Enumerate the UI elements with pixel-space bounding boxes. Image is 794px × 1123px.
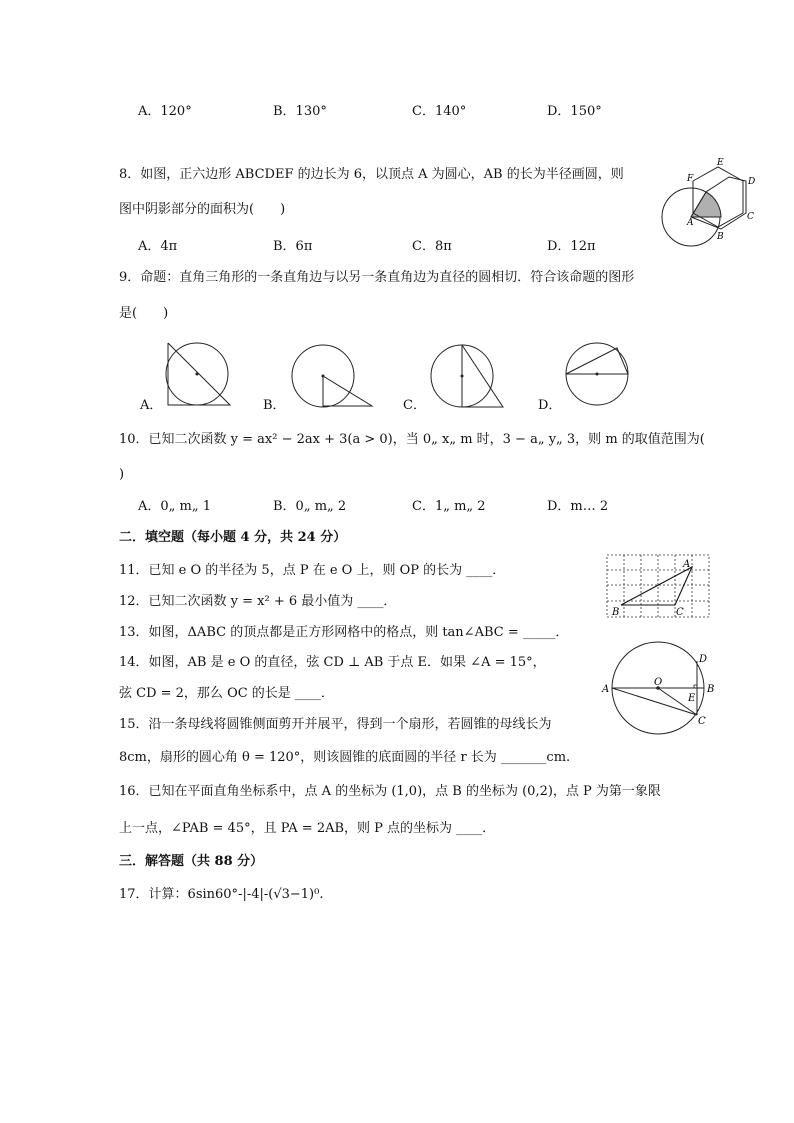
q15-line-2: 8cm，扇形的圆心角 θ = 120°，则该圆锥的底面圆的半径 r 长为 _______cm. bbox=[119, 750, 571, 765]
q9-option-d: D． bbox=[538, 398, 562, 413]
triangle-abc bbox=[621, 567, 692, 605]
q10-line-1: 10．已知二次函数 y = ax² − 2ax + 3(a > 0)，当 0„ x„ m 时，3 − a„ y„ 3，则 m 的取值范围为( bbox=[119, 432, 705, 447]
q9-option-a: A． bbox=[140, 398, 163, 413]
q8-option-d: D．12π bbox=[547, 239, 596, 254]
q8-line-1: 8．如图，正六边形 ABCDEF 的边长为 6，以顶点 A 为圆心，AB 的长为半径画圆，则 bbox=[119, 167, 624, 182]
q8-option-a: A．4π bbox=[138, 239, 178, 254]
q8-label-e: E bbox=[717, 158, 724, 168]
q10-line-2: ) bbox=[119, 467, 125, 482]
q8-option-b: B．6π bbox=[273, 239, 313, 254]
q9-line-1: 9．命题：直角三角形的一条直角边与以另一条直角边为直径的圆相切．符合该命题的图形 bbox=[119, 270, 635, 285]
section-3-heading: 三．解答题（共 88 分） bbox=[119, 854, 264, 869]
hexagon bbox=[691, 177, 746, 229]
q10-option-c: C．1„ m„ 2 bbox=[412, 499, 486, 514]
q14-line-1: 14．如图，AB 是 e O 的直径，弦 CD ⊥ AB 于点 E．如果 ∠A = 15°， bbox=[119, 655, 546, 670]
q13-label-a: A bbox=[683, 559, 691, 570]
q14-line-2: 弦 CD = 2，那么 OC 的长是 ____． bbox=[119, 686, 334, 701]
circle-figure bbox=[598, 640, 718, 740]
q13-text: 13．如图，ΔABC 的顶点都是正方形网格中的格点，则 tan∠ABC = _____． bbox=[119, 625, 569, 640]
q7-option-b: B．130° bbox=[273, 104, 327, 119]
q12-text: 12．已知二次函数 y = x² + 6 最小值为 ____． bbox=[119, 594, 397, 609]
q14-label-a: A bbox=[602, 684, 610, 695]
q14-label-e: E bbox=[688, 693, 696, 704]
grid-figure bbox=[605, 553, 711, 619]
q16-line-2: 上一点，∠PAB = 45°，且 PA = 2AB，则 P 点的坐标为 ____． bbox=[119, 821, 496, 836]
q8-option-c: C．8π bbox=[412, 239, 452, 254]
q9-figure-c bbox=[428, 341, 508, 409]
q7-option-d: D．150° bbox=[547, 104, 602, 119]
q9-figure-a bbox=[160, 340, 240, 410]
q14-label-d: D bbox=[699, 654, 708, 665]
section-2-heading: 二．填空题（每小题 4 分，共 24 分） bbox=[119, 530, 347, 545]
q14-label-c: C bbox=[698, 716, 706, 727]
q8-label-f: F bbox=[687, 174, 694, 184]
q8-label-d: D bbox=[748, 177, 756, 187]
q14-label-b: B bbox=[707, 684, 715, 695]
q14-label-o: O bbox=[654, 677, 663, 688]
q9-line-2: 是( ) bbox=[119, 306, 169, 321]
q13-label-c: C bbox=[676, 607, 684, 618]
q10-option-b: B．0„ m„ 2 bbox=[273, 499, 347, 514]
q9-figure-d bbox=[562, 341, 634, 409]
q11-text: 11．已知 e O 的半径为 5，点 P 在 e O 上，则 OP 的长为 ____． bbox=[119, 563, 506, 578]
q8-label-b: B bbox=[717, 232, 724, 242]
q10-option-d: D．m… 2 bbox=[547, 499, 609, 514]
q15-line-1: 15．沿一条母线将圆锥侧面剪开并展平，得到一个扇形，若圆锥的母线长为 bbox=[119, 717, 552, 732]
q17-text: 17．计算：6sin60°-|-4|-(√3−1)⁰. bbox=[119, 887, 324, 902]
q7-option-a: A．120° bbox=[138, 104, 192, 119]
q8-label-c: C bbox=[747, 212, 754, 222]
q9-option-c: C． bbox=[403, 398, 426, 413]
q8-shaded-region bbox=[691, 192, 721, 217]
q9-option-b: B． bbox=[263, 398, 286, 413]
q7-option-c: C．140° bbox=[412, 104, 467, 119]
q9-figure-b bbox=[288, 343, 378, 409]
q10-option-a: A．0„ m„ 1 bbox=[138, 499, 211, 514]
q8-label-a: A bbox=[687, 218, 694, 228]
hexagon-outline bbox=[693, 167, 743, 227]
q16-line-1: 16．已知在平面直角坐标系中，点 A 的坐标为 (1,0)，点 B 的坐标为 (0,2)，点 P 为第一象限 bbox=[119, 784, 661, 799]
q8-line-2: 图中阴影部分的面积为( ) bbox=[119, 202, 286, 217]
q13-label-b: B bbox=[612, 607, 620, 618]
hexagon-figure bbox=[655, 155, 765, 250]
